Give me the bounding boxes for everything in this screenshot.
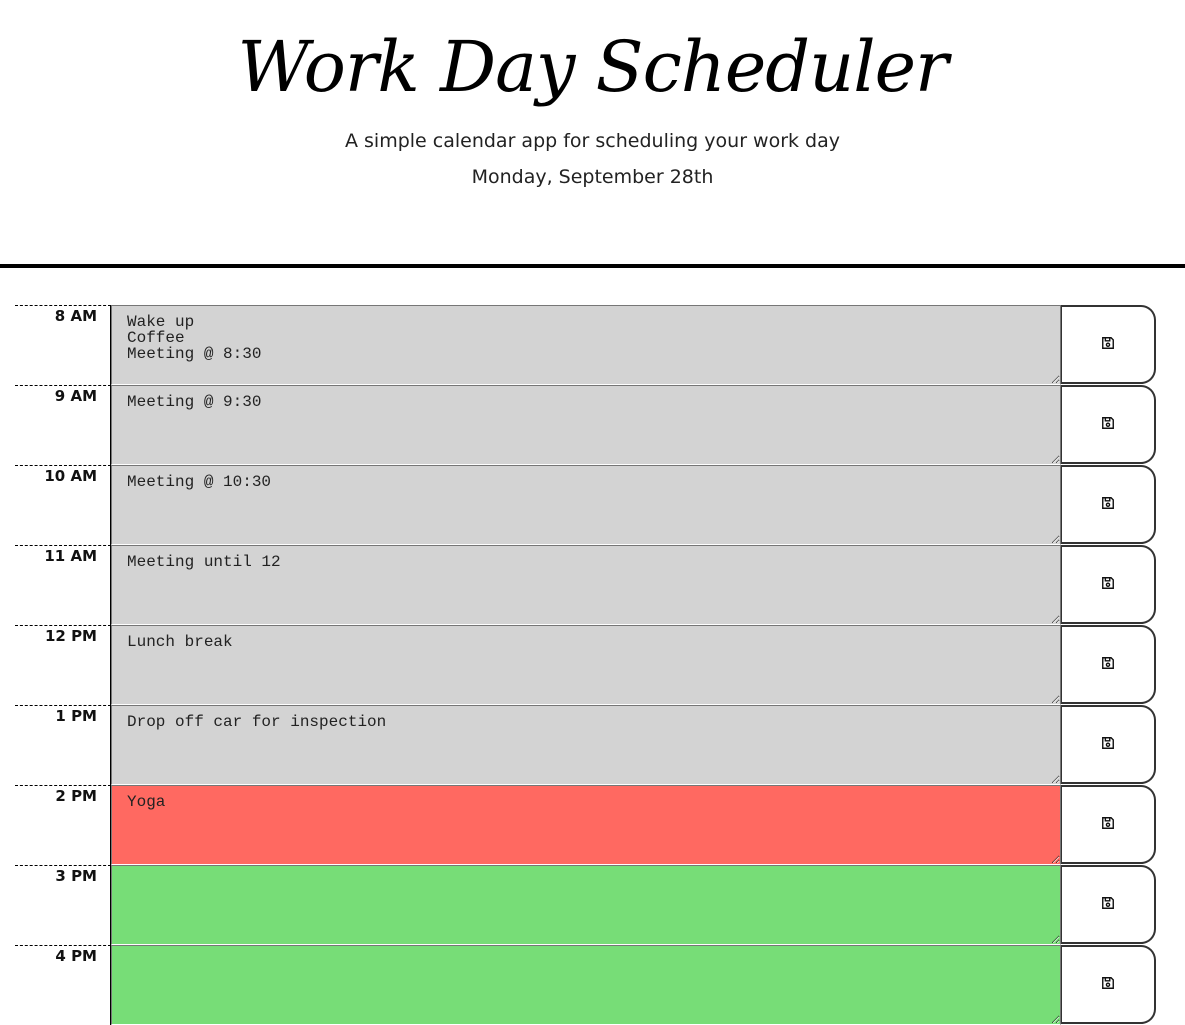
event-description[interactable]	[111, 625, 1061, 705]
event-description[interactable]	[111, 945, 1061, 1025]
save-button[interactable]	[1061, 625, 1156, 704]
time-block-row	[15, 465, 1156, 545]
hour-label: 11 AM	[15, 545, 111, 625]
save-button[interactable]	[1061, 385, 1156, 464]
hour-label: 12 PM	[15, 625, 111, 705]
event-description[interactable]	[111, 465, 1061, 545]
event-description[interactable]	[111, 865, 1061, 945]
hour-label: 9 AM	[15, 385, 111, 465]
save-icon	[1101, 496, 1115, 513]
time-block-row	[15, 305, 1156, 385]
save-icon	[1101, 976, 1115, 993]
time-block-row	[15, 945, 1156, 1025]
header-jumbotron	[0, 0, 1185, 268]
time-block-row	[15, 545, 1156, 625]
save-button[interactable]	[1061, 305, 1156, 384]
event-description[interactable]	[111, 385, 1061, 465]
save-icon	[1101, 656, 1115, 673]
save-button[interactable]	[1061, 785, 1156, 864]
page-subtitle: A simple calendar app for scheduling your work day	[344, 130, 841, 152]
time-block-row	[15, 625, 1156, 705]
time-block-row	[15, 785, 1156, 865]
save-icon	[1101, 416, 1115, 433]
save-icon	[1101, 736, 1115, 753]
hour-label: 10 AM	[15, 465, 111, 545]
time-block-row	[15, 865, 1156, 945]
time-block-row	[15, 705, 1156, 785]
event-description[interactable]	[111, 545, 1061, 625]
save-icon	[1101, 816, 1115, 833]
hour-label: 4 PM	[15, 945, 111, 1025]
event-description[interactable]	[111, 705, 1061, 785]
schedule-container	[15, 305, 1156, 1025]
hour-label: 8 AM	[15, 305, 111, 385]
save-icon	[1101, 576, 1115, 593]
save-button[interactable]	[1061, 545, 1156, 624]
save-button[interactable]	[1061, 865, 1156, 944]
save-button[interactable]	[1061, 705, 1156, 784]
time-block-row	[15, 385, 1156, 465]
event-description[interactable]	[111, 305, 1061, 385]
hour-label: 3 PM	[15, 865, 111, 945]
current-day: Monday, September 28th	[471, 166, 714, 188]
hour-label: 1 PM	[15, 705, 111, 785]
page-title: Work Day Scheduler	[237, 26, 948, 108]
hour-label: 2 PM	[15, 785, 111, 865]
save-button[interactable]	[1061, 465, 1156, 544]
event-description[interactable]	[111, 785, 1061, 865]
save-button[interactable]	[1061, 945, 1156, 1024]
save-icon	[1101, 896, 1115, 913]
save-icon	[1101, 336, 1115, 353]
